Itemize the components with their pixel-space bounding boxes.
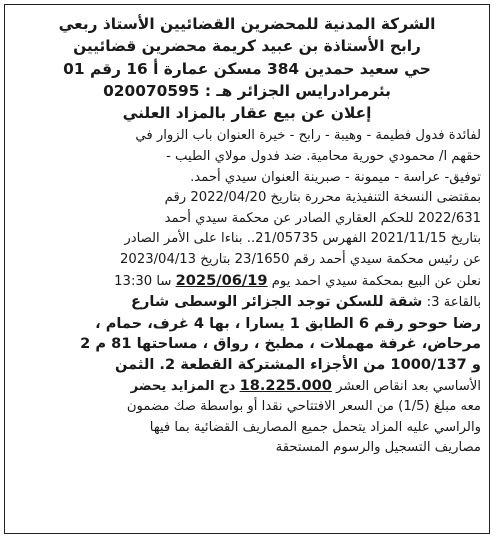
phone-number: 020070595 [103,81,200,100]
body-line-9 [13,292,481,314]
base-price-label: الأساسي بعد انقاص العشر [336,378,481,394]
body-line-12: و 1000/137 من الأجزاء المشتركة القطعة 2. الثمن [115,356,481,374]
body-line-2: حقهم ا/ محمودي حورية محامية. ضد فدول مولاي الطيب - [166,149,481,165]
body-line-1: لفائدة فدول فطيمة - وهيبة - رابح - خيرة العنوان باب الزوار في [135,128,481,144]
body-line-4: بمقتضى النسخة التنفيذية محررة بتاريخ 2022/04/20 رقم [164,190,481,206]
sale-date: 2025/06/19 [175,271,268,289]
base-price-amount: 18.225.000 [239,376,332,394]
company-name-line: الشركة المدنية للمحضرين القضائيين الأستاذ ربعي [58,15,436,33]
city-phone-line [13,80,481,102]
bailiff-names-line: رابح الأستاذة بن عبيد كريمة محضرين قضائيين [73,37,421,56]
body-line-15: والراسي عليه المزاد يتحمل جميع المصاريف القضائية بما فيها [149,419,481,435]
hall-number: بالقاعة 3: [426,295,481,311]
notice-title: إعلان عن بيع عقار بالمزاد العلني [122,104,372,123]
body-line-10: رضا حوحو رقم 6 الطابق 1 يسارا ، بها 4 غرف، حمام ، [95,314,481,332]
bidder-note: دج المزايد يحضر [130,378,236,394]
address-line: حي سعيد حمدين 384 مسكن عمارة أ 16 رقم 01 [63,59,431,78]
property-description: شقة للسكن توجد الجزائر الوسطى شارع [131,293,423,311]
sale-announcement: نعلن عن البيع بمحكمة سيدي احمد يوم [271,273,481,289]
body-line-13 [13,376,481,398]
body-line-8 [13,271,481,293]
legal-notice [4,4,490,534]
sale-time: سا 13:30 [114,273,172,289]
body-line-6: بتاريخ 2021/11/15 الفهرس 21/05735.. بناءا على الأمر الصادر [124,231,481,247]
body-line-3: توفيق- عراسة - ميمونة - صبرينة العنوان سيدي أحمد. [190,169,481,185]
body-line-16: مصاريف التسجيل والرسوم المستحقة [275,440,481,456]
notice-header [13,13,481,124]
body-line-5: 2022/631 للحكم العقاري الصادر عن محكمة سيدي أحمد [164,210,481,226]
body-line-11: مرحاض، غرفة مهملات ، مطبخ ، رواق ، مساحتها 81 م 2 [80,335,481,353]
body-line-7: عن رئيس محكمة سيدي أحمد رقم 23/1650 بتاريخ 2023/04/13 [120,252,481,268]
notice-body [13,126,481,459]
city-label: بئرمرادرايس الجزائر هـ : [204,81,391,100]
body-line-14: معه مبلغ (1/5) من السعر الافتتاحي نقدا أو بواسطة صك مضمون [126,399,481,415]
